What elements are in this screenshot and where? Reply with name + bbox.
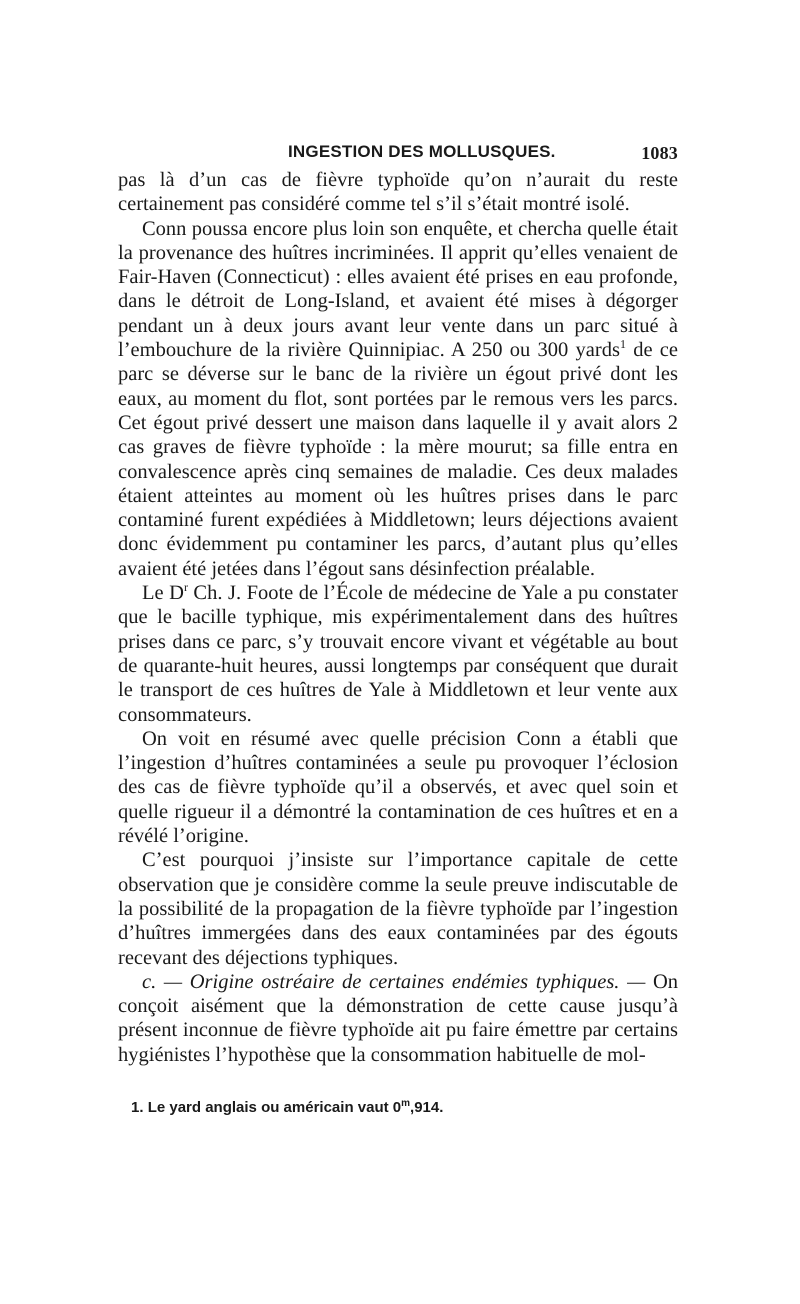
running-header xyxy=(118,138,678,168)
paragraph: On voit en résumé avec quelle précision Conn a établi que l’ingestion d’huîtres contaminées a seule pu provoquer l’éclosion des cas de fièvre typhoïde qu’il a observés, et avec quel soin et quelle rigueur il a démontré la contamination de ces huîtres et en a révélé l’origine. xyxy=(118,727,678,848)
paragraph: pas là d’un cas de fièvre typhoïde qu’on n’aurait du reste certainement pas considéré comme tel s’il s’était montré isolé. xyxy=(118,169,678,216)
paragraph-text: Le D xyxy=(142,582,184,605)
book-page xyxy=(118,138,678,1116)
body-text xyxy=(118,168,678,1067)
paragraph xyxy=(118,217,678,581)
paragraph xyxy=(118,970,678,1067)
paragraph-text: Ch. J. Foote de l’École de médecine de Yale a pu constater que le bacille typhique, mis expérimentalement dans des huîtres prises dans ce parc, s’y trouvait encore vivant et végétable au bout de quarante-huit heures, aussi longtemps par conséquent que durait le transport de ces huîtres de Yale à Middletown et leur vente aux consommateurs. xyxy=(118,582,679,726)
footnote xyxy=(118,1099,678,1116)
paragraph xyxy=(118,581,678,727)
running-title: INGESTION DES MOLLUSQUES. xyxy=(288,142,556,161)
footnote-text: Le yard anglais ou américain vaut 0 xyxy=(147,1098,402,1116)
paragraph-text: On conçoit aisément que la démonstration de cette cause jusqu’à présent inconnue de fièvre typhoïde ait pu faire émettre par certains hygiénistes l’hypothèse que la consommation habituelle de mol- xyxy=(118,970,678,1066)
paragraph: C’est pourquoi j’insiste sur l’importance capitale de cette observation que je considère comme la seule preuve indiscutable de la possibilité de la propagation de la fièvre typhoïde par l’ingestion d’huîtres immergées dans des eaux contaminées par des égouts recevant des déjections typhiques. xyxy=(118,849,678,969)
paragraph-text: de ce parc se déverse sur le banc de la rivière un égout privé dont les eaux, au moment du flot, sont portées par le remous vers les parcs. Cet égout privé dessert une maison dans laquelle il y avait alors 2 cas graves de fièvre typhoïde : la mère mourut; sa fille entra en convalescence après cinq semaines de maladie. Ces deux malades étaient atteintes au moment où les huîtres prises dans le parc contaminé furent expédiées à Middletown; leurs déjections avaient donc évidemment pu contaminer les parcs, d’autant plus qu’elles avaient été jetées dans l’égout sans désinfection préalable. xyxy=(118,339,678,580)
section-heading: c. — Origine ostréaire de certaines endémies typhiques. — xyxy=(142,970,646,993)
page-number: 1083 xyxy=(641,143,678,163)
footnote-number: 1. xyxy=(131,1098,144,1116)
footnote-reference: 1 xyxy=(619,337,626,352)
footnote-superscript: m xyxy=(401,1097,411,1109)
paragraph-text: Conn poussa encore plus loin son enquête, et chercha quelle était la provenance des huîtres incriminées. Il apprit qu’elles venaient de Fair-Haven (Connecticut) : elles avaient été prises en eau profonde, dans le détroit de Long-Island, et avaient été mises à dégorger pendant un à deux jours avant leur vente dans un parc situé à l’embouchure de la rivière Quinnipiac. A 250 ou 300 yards xyxy=(118,217,678,362)
footnote-text-end: ,914. xyxy=(410,1098,444,1116)
superscript: r xyxy=(183,580,188,595)
